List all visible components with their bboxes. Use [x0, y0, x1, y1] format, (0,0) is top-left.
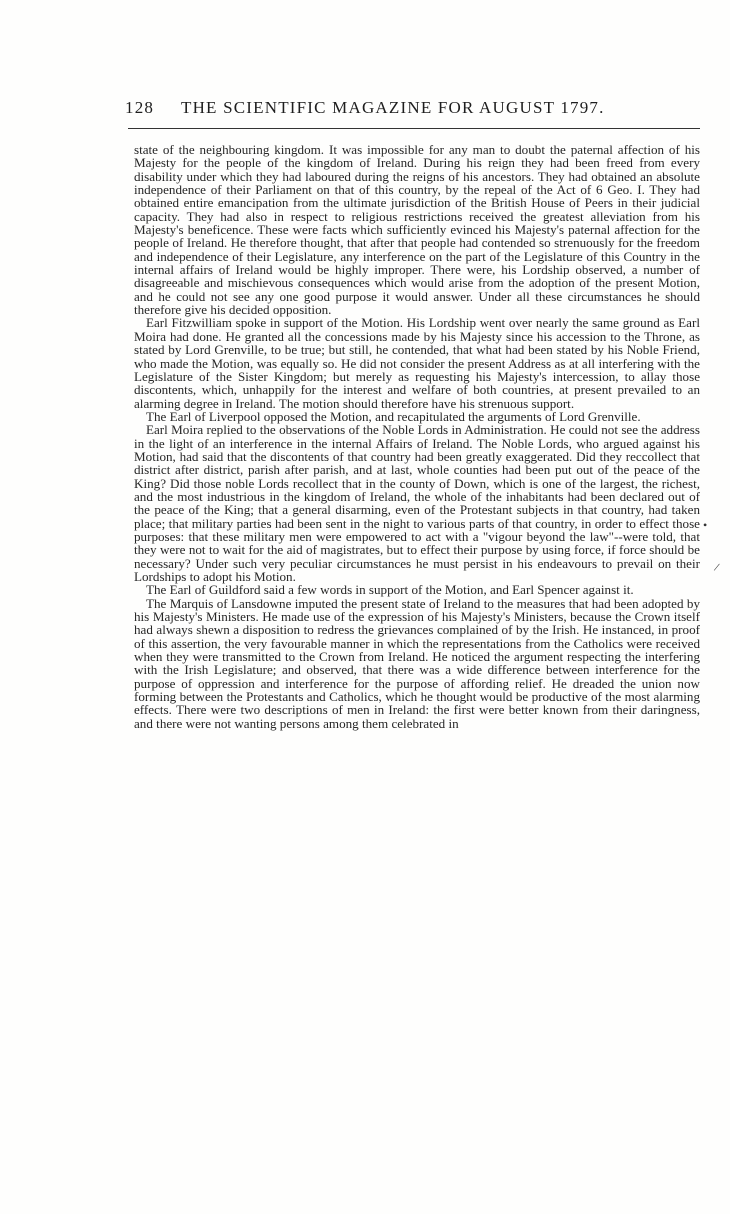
paragraph: state of the neighbouring kingdom. It was impossible for any man to doubt the paternal affection of his Majesty for the people of the kingdom of Ireland. During his reign they had been freed from every disability under which they had laboured during the reigns of his ancestors. They had obtained an absolute independence of their Parliament on that of this country, by the repeal of the Act of 6 Geo. I. They had obtained entire emancipation from the ultimate jurisdiction of the British House of Peers in their judicial capacity. They had also in respect to religious restrictions received the greatest alleviation from his Majesty's beneficence. These were facts which sufficiently evinced his Majesty's paternal affection for the people of Ireland. He therefore thought, that after that people had contended so strenuously for the freedom and independence of their Legislature, any interference on the part of the Legislature of this Country in the internal affairs of Ireland would be highly improper. There were, his Lordship observed, a number of disagreeable and mischievous consequences which would arise from the adoption of the present Motion, and he could not see any one good purpose it would answer. Under all these circumstances he should therefore give his decided opposition. [134, 142, 700, 318]
paragraph: Earl Fitzwilliam spoke in support of the Motion. His Lordship went over nearly the same ground as Earl Moira had done. He granted all the concessions made by his Majesty since his accession to the Throne, as stated by Lord Grenville, to be true; but still, he contended, that what had been stated by his Noble Friend, who made the Motion, was equally so. He did not consider the present Address as at all interfering with the Legislature of the Sister Kingdom; but merely as requesting his Majesty's intercession, to allay those discontents, which, unhappily for the interest and welfare of both countries, at present prevailed to an alarming degree in Ireland. The motion should therefore have his strenuous support. [134, 315, 700, 411]
body-text [134, 143, 700, 730]
margin-mark-dot: • [703, 518, 708, 532]
margin-mark-slash: / [712, 559, 721, 575]
paragraph: The Earl of Guildford said a few words in support of the Motion, and Earl Spencer against it. [146, 582, 634, 598]
paragraph: Earl Moira replied to the observations of the Noble Lords in Administration. He could not see the address in the light of an interference in the internal Affairs of Ireland. The Noble Lords, who argued against his Motion, had said that the discontents of that country had been greatly exaggerated. Did they reccollect that district after district, parish after parish, and at last, whole counties had been put out of the peace of the King? Did those noble Lords recollect that in the county of Down, which is one of the largest, the richest, and the most industrious in the kingdom of Ireland, the whole of the inhabitants had been declared out of the peace of the King; that a general disarming, even of the Protestant subjects in that country, had taken place; that military parties had been sent in the night to various parts of that country, in order to effect those purposes: that these military men were empowered to act with a "vigour beyond the law"--were told, that they were not to wait for the aid of magistrates, but to effect their purpose by using force, if force should be necessary? Under such very peculiar circumstances he must persist in his endeavours to prevail on their Lordships to adopt his Motion. [134, 422, 700, 584]
page-header-title: THE SCIENTIFIC MAGAZINE FOR AUGUST 1797. [181, 98, 605, 117]
page-number: 128 [125, 98, 155, 117]
header-rule [128, 128, 700, 129]
paragraph: The Earl of Liverpool opposed the Motion, and recapitulated the arguments of Lord Grenville. [146, 408, 641, 424]
running-head [125, 98, 700, 122]
paragraph: The Marquis of Lansdowne imputed the present state of Ireland to the measures that had been adopted by his Majesty's Ministers. He made use of the expression of his Majesty's Ministers, because the Crown itself had always shewn a disposition to redress the grievances complained of by the Irish. He instanced, in proof of this assertion, the very favourable manner in which the representations from the Catholics were received when they were transmitted to the Crown from Ireland. He noticed the argument respecting the interfering with the Irish Legislature; and observed, that there was a wide difference between interference for the purpose of oppression and interference for the purpose of affording relief. He dreaded the union now forming between the Protestants and Catholics, which he thought would be productive of the most alarming effects. There were two descriptions of men in Ireland: the first were better known from their daringness, and there were not wanting persons among them celebrated in [134, 595, 700, 731]
